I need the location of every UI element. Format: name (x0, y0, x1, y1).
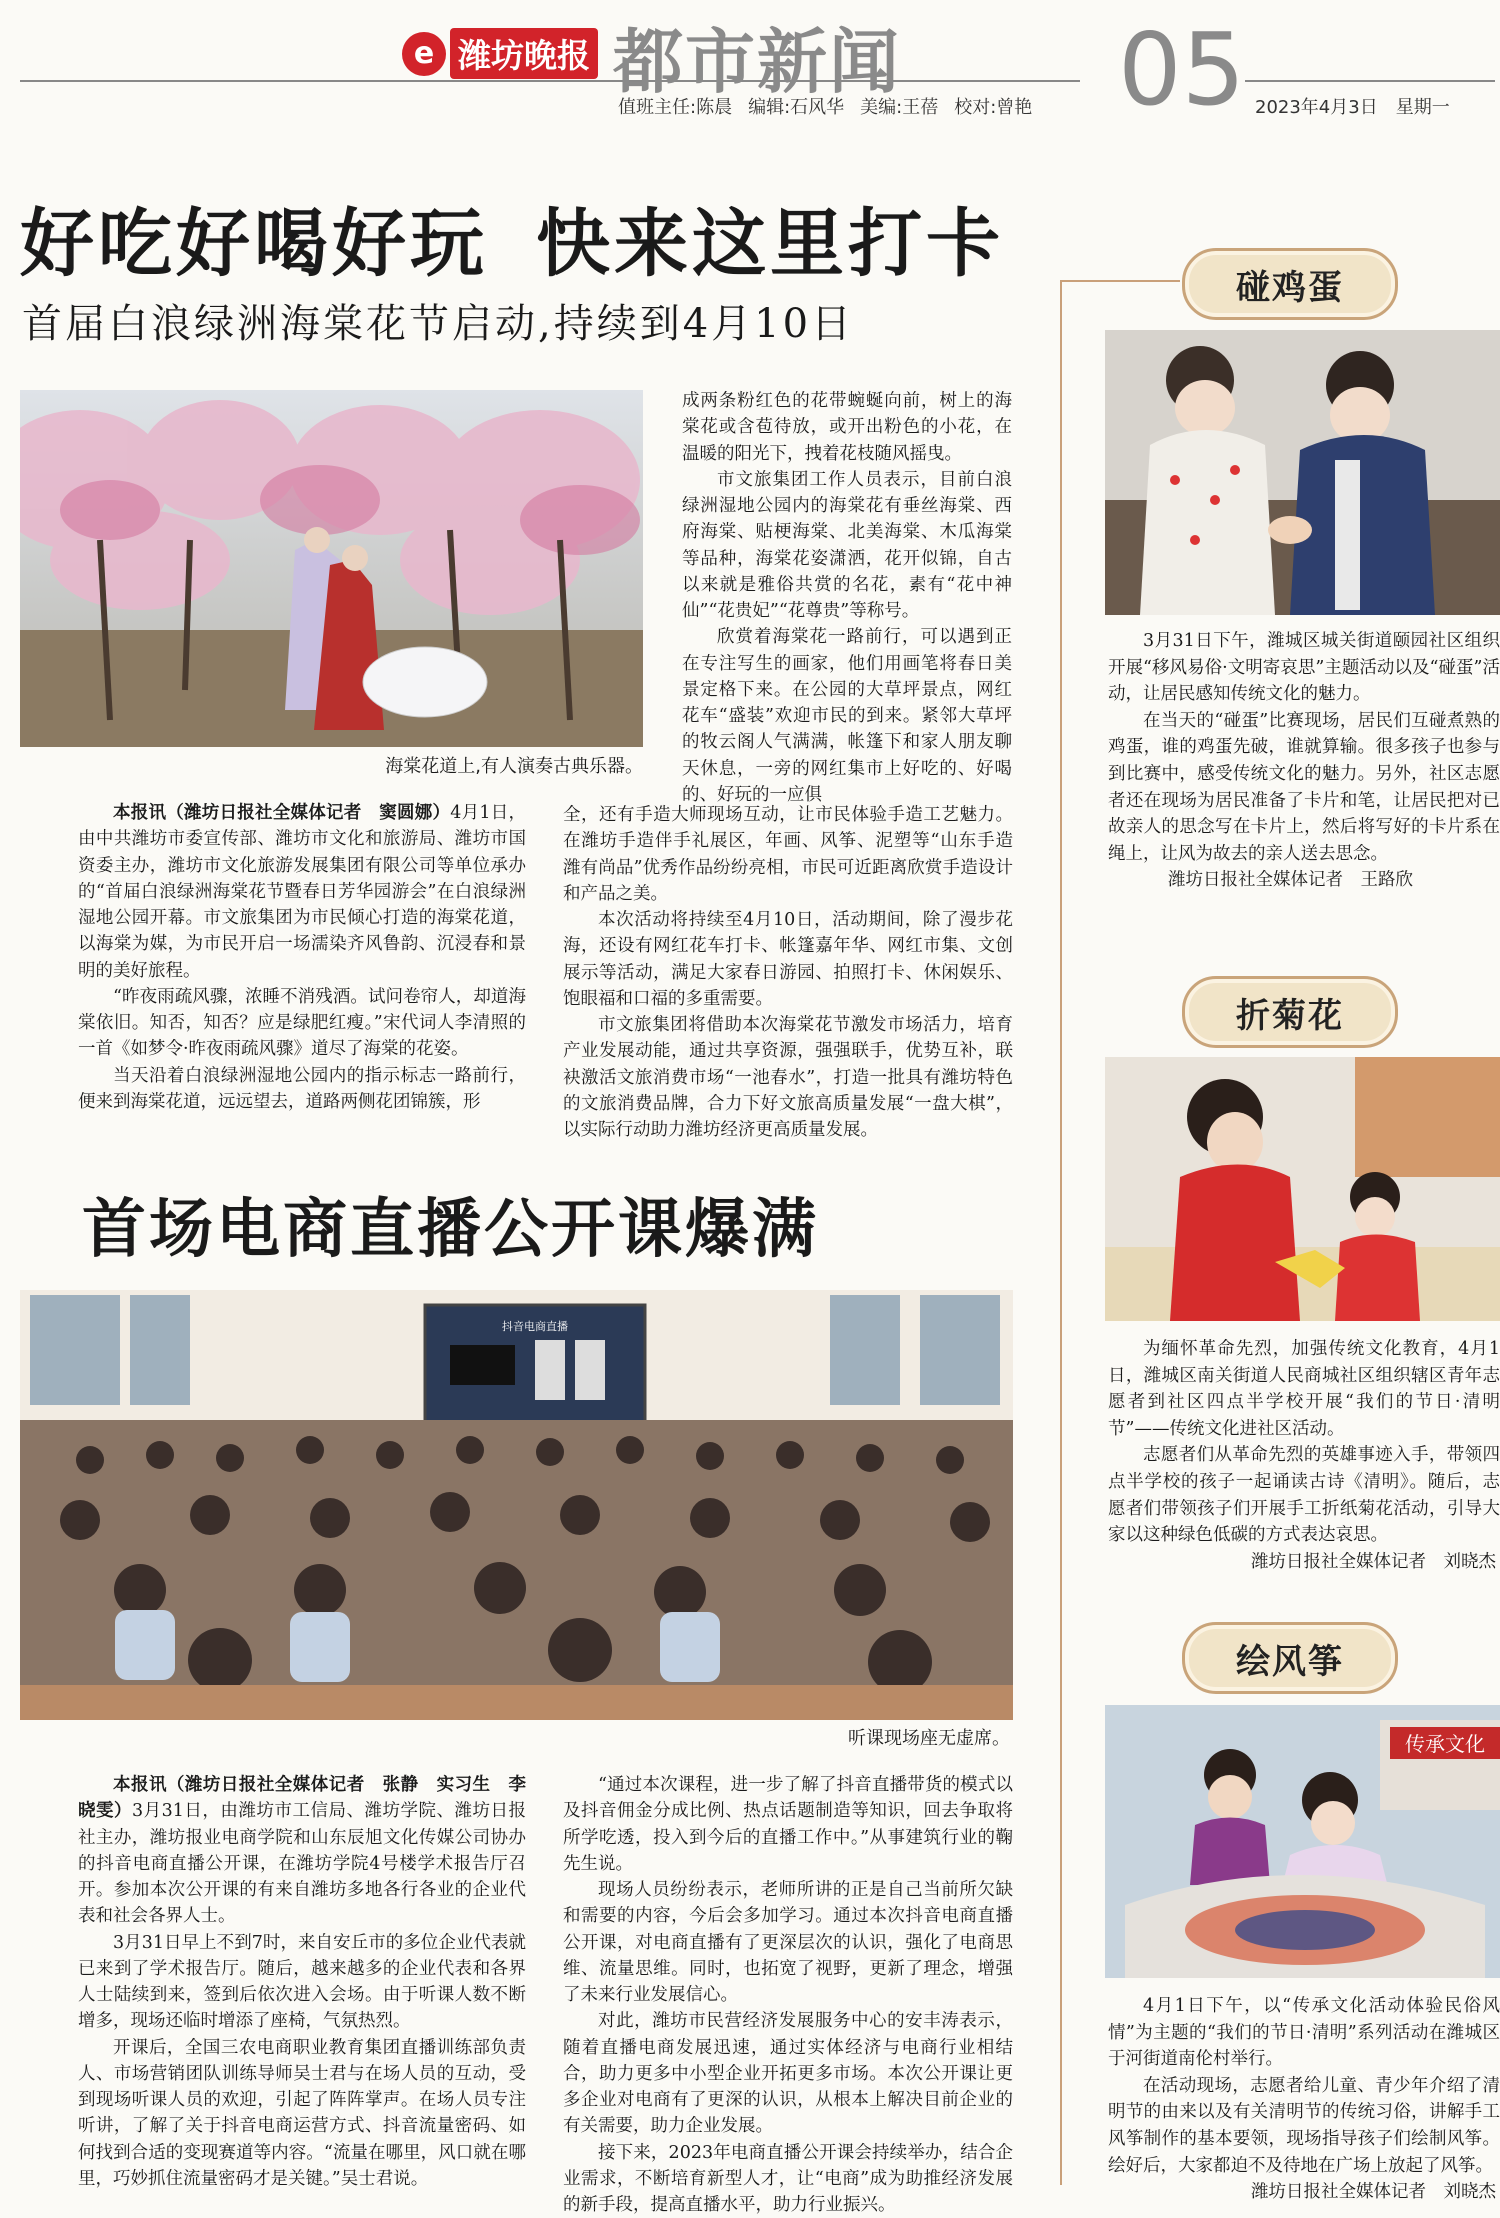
paragraph: 3月31日下午，潍城区城关街道颐园社区组织开展“移风易俗·文明寄哀思”主题活动以及“碰蛋”活动，让居民感知传统文化的魅力。 (1108, 628, 1500, 708)
article2-headline: 首场电商直播公开课爆满 (82, 1178, 819, 1270)
paragraph: 成两条粉红色的花带蜿蜒向前，树上的海棠花或含苞待放，或开出粉色的小花，在温暖的阳光下，拽着花枝随风摇曳。 (682, 388, 1012, 467)
paragraph: 4月1日下午，以“传承文化活动体验民俗风情”为主题的“我们的节日·清明”系列活动在潍城区于河街道南伦村举行。 (1108, 1993, 1500, 2073)
sidebar-item-chrysanthemum-text (1108, 1336, 1500, 1575)
article2-column-1 (78, 1772, 526, 2192)
sidebar-item-egg-text (1108, 628, 1500, 894)
paragraph: “通过本次课程，进一步了解了抖音直播带货的模式以及抖音佣金分成比例、热点话题制造等知识，回去争取将所学吃透，投入到今后的直播工作中。”从事建筑行业的鞠先生说。 (563, 1772, 1013, 1877)
paper-chrysanthemum-photo (1105, 1057, 1500, 1321)
photo-caption: 听课现场座无虚席。 (650, 1724, 1010, 1750)
sidebar-item-kite-text (1108, 1993, 1500, 2206)
paragraph: 为缅怀革命先烈，加强传统文化教育，4月1日，潍城区南关街道人民商城社区组织辖区青年志愿者到社区四点半学校开展“我们的节日·清明节”——传统文化进社区活动。 (1108, 1336, 1500, 1442)
paragraph: 市文旅集团将借助本次海棠花节激发市场活力，培育产业发展动能，通过共享资源，强强联手，优势互补，联袂激活文旅消费市场“一池春水”，打造一批具有潍坊特色的文旅消费品牌，合力下好文旅高质量发展“一盘大棋”，以实际行动助力潍坊经济更高质量发展。 (563, 1012, 1013, 1143)
page-number: 05 (1118, 20, 1245, 120)
section-title: 都市新闻 (613, 6, 901, 107)
byline: 潍坊日报社全媒体记者 刘晓杰 (1108, 2179, 1500, 2206)
editor-credit: 美编:王蓓 (860, 97, 938, 118)
paragraph: 3月31日早上不到7时，来自安丘市的多位企业代表就已来到了学术报告厅。随后，越来越多的企业代表和各界人士陆续到来，签到后依次进入会场。由于听课人数不断增多，现场还临时增添了座椅，气氛热烈。 (78, 1930, 526, 2035)
paragraph: 现场人员纷纷表示，老师所讲的正是自己当前所欠缺和需要的内容，今后会多加学习。通过本次抖音电商直播公开课，对电商直播有了更深层次的认识，强化了电商思维、流量思维。同时，也拓宽了视野，更新了理念，增强了未来行业发展信心。 (563, 1877, 1013, 2008)
kite-painting-photo (1105, 1705, 1500, 1978)
paragraph: 接下来，2023年电商直播公开课会持续举办，结合企业需求，不断培育新型人才，让“电商”成为助推经济发展的新手段，提高直播水平，助力行业振兴。 (563, 2140, 1013, 2218)
lecture-hall-photo (20, 1290, 1013, 1720)
headline-part: 好吃好喝好玩 (20, 201, 488, 287)
article1-column-2-top (682, 388, 1012, 808)
paragraph: 对此，潍坊市民营经济发展服务中心的安丰涛表示，随着直播电商发展迅速，通过实体经济与电商行业相结合，助力更多中小型企业开拓更多市场。本次公开课让更多企业对电商有了更深的认识，从根本上解决目前企业的有关需要，助力企业发展。 (563, 2008, 1013, 2139)
paragraph: 开课后，全国三农电商职业教育集团直播训练部负责人、市场营销团队训练导师吴士君与在场人员的互动，受到现场听课人员的欢迎，引起了阵阵掌声。在场人员专注听讲，了解了关于抖音电商运营方式、抖音流量密码、如何找到合适的变现赛道等内容。“流量在哪里，风口就在哪里，巧妙抓住流量密码才是关键。”吴士君说。 (78, 2035, 526, 2193)
paragraph: 欣赏着海棠花一路前行，可以遇到正在专注写生的画家，他们用画笔将春日美景定格下来。在公园的大草坪景点，网红花车“盛装”欢迎市民的到来。紧邻大草坪的牧云阁人气满满，帐篷下和家人朋友聊天休息，一旁的网红集市上好吃的、好喝的、好玩的一应俱 (682, 624, 1012, 808)
masthead-rule-right (1245, 80, 1495, 82)
article1-column-2-bottom (563, 802, 1013, 1143)
masthead-rule-left (20, 80, 1080, 82)
logo-mark: e (402, 32, 446, 76)
lead-text: 3月31日，由潍坊市工信局、潍坊学院、潍坊日报社主办，潍坊报业电商学院和山东辰旭文化传媒公司协办的抖音电商直播公开课，在潍坊学院4号楼学术报告厅召开。参加本次公开课的有来自潍坊多地各行各业的企业代表和社会各界人士。 (78, 1801, 526, 1926)
article2-column-2 (563, 1772, 1013, 2218)
byline: 潍坊日报社全媒体记者 刘晓杰 (1108, 1549, 1500, 1576)
date: 2023年4月3日 (1255, 97, 1378, 118)
sidebar-banner-chrysanthemum: 折菊花 (1182, 976, 1398, 1048)
editor-credit: 校对:曾艳 (954, 97, 1032, 118)
lead-text: 4月1日，由中共潍坊市委宣传部、潍坊市文化和旅游局、潍坊市国资委主办，潍坊市文化旅游发展集团有限公司等单位承办的“首届白浪绿洲海棠花节暨春日芳华园游会”在白浪绿洲湿地公园开幕。市文旅集团为市民倾心打造的海棠花道，以海棠为媒，为市民开启一场濡染齐风鲁韵、沉浸春和景明的美好旅程。 (78, 803, 526, 981)
logo-text: 潍坊晚报 (450, 28, 598, 79)
byline: 潍坊日报社全媒体记者 王路欣 (1108, 867, 1500, 894)
begonia-festival-photo (20, 390, 643, 747)
editor-credits (618, 93, 1048, 119)
photo-caption: 海棠花道上,有人演奏古典乐器。 (300, 752, 643, 778)
paragraph: 本次活动将持续至4月10日，活动期间，除了漫步花海，还设有网红花车打卡、帐篷嘉年华、网红市集、文创展示等活动，满足大家春日游园、拍照打卡、休闲娱乐、饱眼福和口福的多重需要。 (563, 907, 1013, 1012)
screen-title: 抖音电商直播 (502, 1319, 568, 1333)
byline: 本报讯（潍坊日报社全媒体记者 张静 实习生 李晓雯） (78, 1775, 526, 1821)
sidebar-divider-top (1060, 280, 1180, 282)
publication-date (1255, 93, 1468, 119)
lead-paragraph (78, 800, 526, 984)
headline-part: 快来这里打卡 (536, 201, 1004, 287)
paragraph: 志愿者们从革命先烈的英雄事迹入手，带领四点半学校的孩子一起诵读古诗《清明》。随后，志愿者们带领孩子们开展手工折纸菊花活动，引导大家以这种绿色低碳的方式表达哀思。 (1108, 1442, 1500, 1548)
article1-headline (20, 185, 1004, 291)
article1-column-1 (78, 800, 526, 1115)
paragraph: 市文旅集团工作人员表示，目前白浪绿洲湿地公园内的海棠花有垂丝海棠、西府海棠、贴梗海棠、北美海棠、木瓜海棠等品种，海棠花姿潇洒，花开似锦，自古以来就是雅俗共赏的名花，素有“花中神仙”“花贵妃”“花尊贵”等称号。 (682, 467, 1012, 625)
lead-paragraph (78, 1772, 526, 1930)
paragraph: “昨夜雨疏风骤，浓睡不消残酒。试问卷帘人，却道海棠依旧。知否，知否？应是绿肥红瘦。”宋代词人李清照的一首《如梦令·昨夜雨疏风骤》道尽了海棠的花姿。 (78, 984, 526, 1063)
editor-credit: 编辑:石风华 (748, 97, 844, 118)
sidebar-banner-egg: 碰鸡蛋 (1182, 248, 1398, 320)
byline: 本报讯（潍坊日报社全媒体记者 窦圆娜） (113, 803, 450, 823)
article1-subheadline: 首届白浪绿洲海棠花节启动,持续到4月10日 (22, 292, 854, 349)
sidebar-banner-kite: 绘风筝 (1182, 1622, 1398, 1694)
paragraph: 当天沿着白浪绿洲湿地公园内的指示标志一路前行，便来到海棠花道，远远望去，道路两侧花团锦簇，形 (78, 1063, 526, 1116)
newspaper-logo (402, 28, 598, 79)
sidebar-divider (1060, 280, 1062, 2185)
egg-tapping-photo (1105, 330, 1500, 615)
paragraph: 在活动现场，志愿者给儿童、青少年介绍了清明节的由来以及有关清明节的传统习俗，讲解手工风筝制作的基本要领，现场指导孩子们绘制风筝。绘好后，大家都迫不及待地在广场上放起了风筝。 (1108, 2073, 1500, 2179)
paragraph: 在当天的“碰蛋”比赛现场，居民们互碰煮熟的鸡蛋，谁的鸡蛋先破，谁就算输。很多孩子也参与到比赛中，感受传统文化的魅力。另外，社区志愿者还在现场为居民准备了卡片和笔，让居民把对已故亲人的思念写在卡片上，然后将写好的卡片系在绳上，让风为故去的亲人送去思念。 (1108, 708, 1500, 868)
banner-sign-text: 传承文化 (1405, 1732, 1485, 1756)
paragraph: 全，还有手造大师现场互动，让市民体验手造工艺魅力。在潍坊手造伴手礼展区，年画、风筝、泥塑等“山东手造 潍有尚品”优秀作品纷纷亮相，市民可近距离欣赏手造设计和产品之美。 (563, 802, 1013, 907)
weekday: 星期一 (1396, 97, 1450, 118)
editor-credit: 值班主任:陈晨 (618, 97, 732, 118)
